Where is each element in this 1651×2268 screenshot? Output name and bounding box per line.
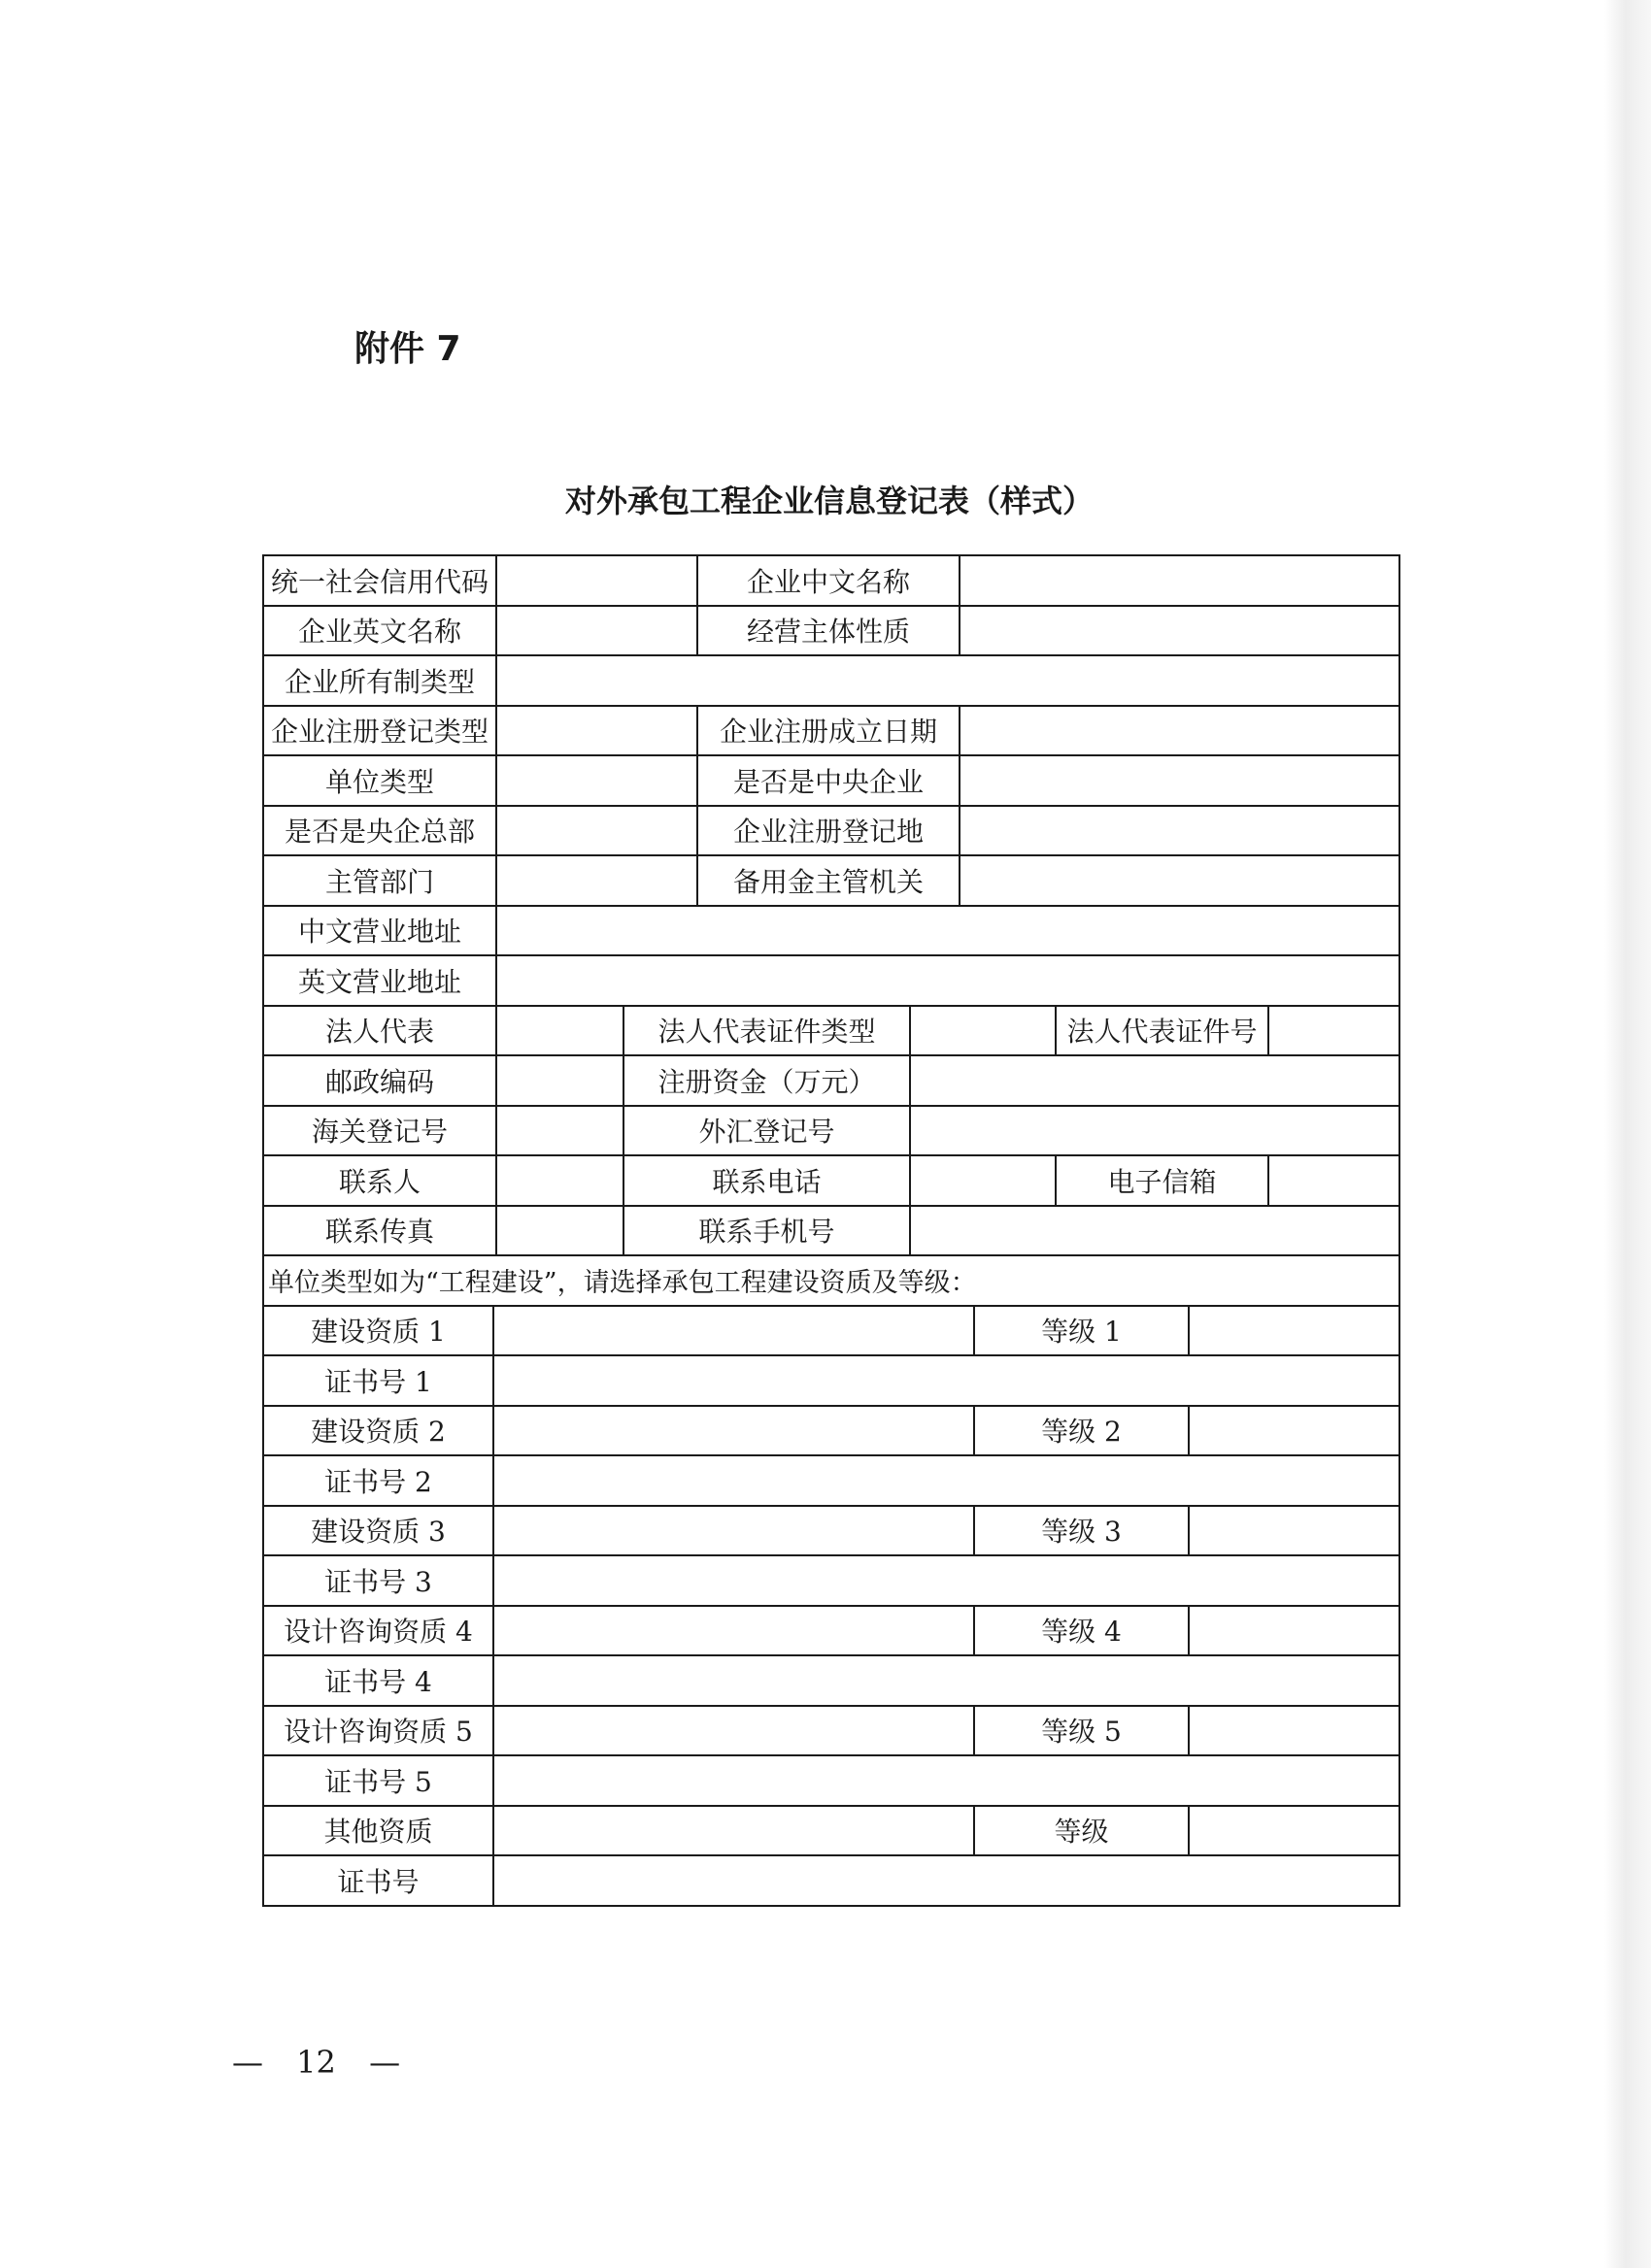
value-qualification-3 <box>494 1507 975 1557</box>
qualification-row <box>264 1307 1400 1357</box>
label-email: 电子信箱 <box>1057 1156 1269 1207</box>
form-row <box>264 807 1400 857</box>
label-is-central-enterprise: 是否是中央企业 <box>698 756 960 807</box>
label-certificate-number-4: 证书号 4 <box>264 1656 494 1707</box>
form-row <box>264 1056 1400 1107</box>
value-qualification-4 <box>494 1607 975 1657</box>
value-competent-department <box>497 856 698 907</box>
label-certificate-number-other: 证书号 <box>264 1856 494 1907</box>
value-contact-person <box>497 1156 624 1207</box>
label-qualification-other: 其他资质 <box>264 1807 494 1857</box>
value-legal-rep-id-number <box>1269 1007 1400 1057</box>
form-row <box>264 1107 1400 1157</box>
label-grade-4: 等级 4 <box>975 1607 1190 1657</box>
qualification-note: 单位类型如为“工程建设”，请选择承包工程建设资质及等级： <box>264 1256 1400 1307</box>
form-row <box>264 1156 1400 1207</box>
qualification-row <box>264 1407 1400 1457</box>
label-competent-department: 主管部门 <box>264 856 497 907</box>
attachment-label: 附件 7 <box>354 329 461 369</box>
value-business-address-cn <box>497 907 1400 957</box>
value-grade-5 <box>1190 1707 1400 1757</box>
value-business-address-en <box>497 956 1400 1007</box>
label-certificate-number-3: 证书号 3 <box>264 1556 494 1607</box>
page-number: — 12 — <box>232 2044 401 2081</box>
form-row <box>264 1207 1400 1257</box>
certificate-row <box>264 1856 1400 1907</box>
value-qualification-1 <box>494 1307 975 1357</box>
registration-form-table <box>262 554 1400 1907</box>
label-legal-rep-id-type: 法人代表证件类型 <box>624 1007 911 1057</box>
value-business-entity-nature <box>960 607 1400 657</box>
value-reserve-fund-authority <box>960 856 1400 907</box>
form-row <box>264 556 1400 607</box>
value-is-central-enterprise-hq <box>497 807 698 857</box>
certificate-row <box>264 1356 1400 1407</box>
label-grade-other: 等级 <box>975 1807 1190 1857</box>
label-unified-credit-code: 统一社会信用代码 <box>264 556 497 607</box>
label-company-name-cn: 企业中文名称 <box>698 556 960 607</box>
qualification-row <box>264 1507 1400 1557</box>
scan-edge-shadow <box>1604 0 1651 2268</box>
value-email <box>1269 1156 1400 1207</box>
value-certificate-number-2 <box>494 1456 1400 1507</box>
value-certificate-number-1 <box>494 1356 1400 1407</box>
label-ownership-type: 企业所有制类型 <box>264 656 497 707</box>
label-is-central-enterprise-hq: 是否是央企总部 <box>264 807 497 857</box>
form-row <box>264 1256 1400 1307</box>
label-reserve-fund-authority: 备用金主管机关 <box>698 856 960 907</box>
value-registration-type <box>497 707 698 757</box>
label-contact-mobile: 联系手机号 <box>624 1207 911 1257</box>
value-contact-phone <box>911 1156 1057 1207</box>
certificate-row <box>264 1556 1400 1607</box>
value-establishment-date <box>960 707 1400 757</box>
value-grade-4 <box>1190 1607 1400 1657</box>
label-qualification-2: 建设资质 2 <box>264 1407 494 1457</box>
label-grade-5: 等级 5 <box>975 1707 1190 1757</box>
label-qualification-1: 建设资质 1 <box>264 1307 494 1357</box>
form-row <box>264 907 1400 957</box>
form-title: 对外承包工程企业信息登记表（样式） <box>564 483 1094 519</box>
label-grade-2: 等级 2 <box>975 1407 1190 1457</box>
certificate-row <box>264 1456 1400 1507</box>
label-contact-person: 联系人 <box>264 1156 497 1207</box>
value-qualification-2 <box>494 1407 975 1457</box>
label-postal-code: 邮政编码 <box>264 1056 497 1107</box>
value-certificate-number-3 <box>494 1556 1400 1607</box>
label-qualification-4: 设计咨询资质 4 <box>264 1607 494 1657</box>
form-row <box>264 956 1400 1007</box>
value-certificate-number-other <box>494 1856 1400 1907</box>
label-grade-1: 等级 1 <box>975 1307 1190 1357</box>
value-registered-capital <box>911 1056 1400 1107</box>
label-contact-fax: 联系传真 <box>264 1207 497 1257</box>
certificate-row <box>264 1656 1400 1707</box>
form-row <box>264 856 1400 907</box>
label-forex-registration-number: 外汇登记号 <box>624 1107 911 1157</box>
value-forex-registration-number <box>911 1107 1400 1157</box>
value-qualification-other <box>494 1807 975 1857</box>
form-row <box>264 656 1400 707</box>
value-company-name-cn <box>960 556 1400 607</box>
value-legal-rep-id-type <box>911 1007 1057 1057</box>
label-legal-representative: 法人代表 <box>264 1007 497 1057</box>
value-unit-type <box>497 756 698 807</box>
label-business-entity-nature: 经营主体性质 <box>698 607 960 657</box>
value-company-name-en <box>497 607 698 657</box>
label-certificate-number-2: 证书号 2 <box>264 1456 494 1507</box>
label-certificate-number-1: 证书号 1 <box>264 1356 494 1407</box>
value-legal-representative <box>497 1007 624 1057</box>
value-is-central-enterprise <box>960 756 1400 807</box>
label-customs-registration-number: 海关登记号 <box>264 1107 497 1157</box>
value-grade-3 <box>1190 1507 1400 1557</box>
label-registered-capital: 注册资金（万元） <box>624 1056 911 1107</box>
label-legal-rep-id-number: 法人代表证件号 <box>1057 1007 1269 1057</box>
value-contact-mobile <box>911 1207 1400 1257</box>
label-registration-place: 企业注册登记地 <box>698 807 960 857</box>
label-contact-phone: 联系电话 <box>624 1156 911 1207</box>
value-customs-registration-number <box>497 1107 624 1157</box>
qualification-row <box>264 1607 1400 1657</box>
value-certificate-number-4 <box>494 1656 1400 1707</box>
qualification-row <box>264 1807 1400 1857</box>
label-certificate-number-5: 证书号 5 <box>264 1756 494 1807</box>
label-establishment-date: 企业注册成立日期 <box>698 707 960 757</box>
value-certificate-number-5 <box>494 1756 1400 1807</box>
label-unit-type: 单位类型 <box>264 756 497 807</box>
label-grade-3: 等级 3 <box>975 1507 1190 1557</box>
value-postal-code <box>497 1056 624 1107</box>
form-row <box>264 707 1400 757</box>
label-qualification-5: 设计咨询资质 5 <box>264 1707 494 1757</box>
form-row <box>264 756 1400 807</box>
label-qualification-3: 建设资质 3 <box>264 1507 494 1557</box>
form-row <box>264 1007 1400 1057</box>
label-business-address-en: 英文营业地址 <box>264 956 497 1007</box>
value-registration-place <box>960 807 1400 857</box>
value-contact-fax <box>497 1207 624 1257</box>
value-qualification-5 <box>494 1707 975 1757</box>
label-company-name-en: 企业英文名称 <box>264 607 497 657</box>
value-grade-1 <box>1190 1307 1400 1357</box>
value-grade-2 <box>1190 1407 1400 1457</box>
label-business-address-cn: 中文营业地址 <box>264 907 497 957</box>
qualification-row <box>264 1707 1400 1757</box>
certificate-row <box>264 1756 1400 1807</box>
value-unified-credit-code <box>497 556 698 607</box>
form-row <box>264 607 1400 657</box>
label-registration-type: 企业注册登记类型 <box>264 707 497 757</box>
value-grade-other <box>1190 1807 1400 1857</box>
value-ownership-type <box>497 656 1400 707</box>
